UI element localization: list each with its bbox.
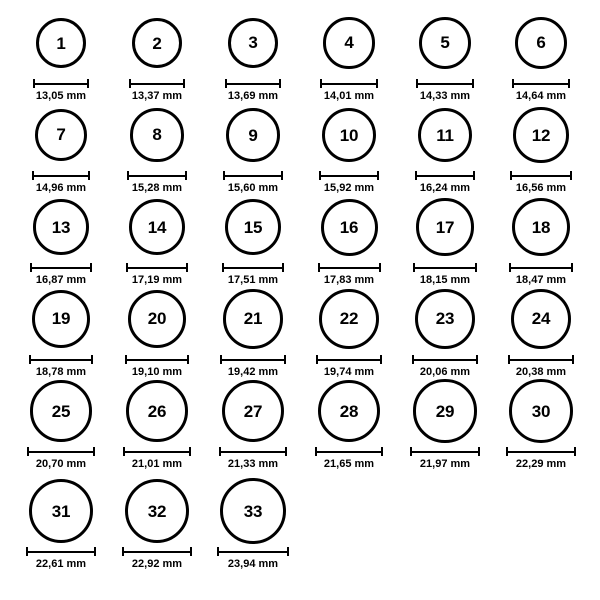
ring-size-number: 19 — [51, 309, 71, 329]
ring-circle — [511, 289, 572, 350]
diameter-measure-bar — [126, 263, 188, 272]
ring-circle-wrap — [509, 378, 573, 444]
ring-circle-wrap — [225, 194, 282, 260]
measure-tick-right — [183, 79, 185, 88]
ring-circle-wrap — [413, 378, 476, 444]
diameter-measure-bar — [217, 547, 289, 556]
measure-tick-right — [568, 79, 570, 88]
measure-line — [315, 451, 384, 453]
measure-tick-left — [412, 355, 414, 364]
measure-tick-left — [217, 547, 219, 556]
diameter-measure-bar — [410, 447, 479, 456]
measure-line — [415, 175, 476, 177]
measure-tick-right — [377, 171, 379, 180]
ring-size-cell — [302, 102, 396, 194]
diameter-label: 20,38 mm — [515, 366, 567, 378]
measure-tick-left — [225, 79, 227, 88]
ring-size-cell — [206, 378, 300, 470]
ring-circle — [418, 108, 473, 163]
ring-size-cell — [302, 378, 396, 470]
measure-tick-right — [475, 263, 477, 272]
ring-circle — [228, 18, 279, 69]
diameter-label: 19,42 mm — [227, 366, 279, 378]
measure-tick-right — [476, 355, 478, 364]
ring-size-cell — [398, 378, 492, 470]
measure-tick-right — [189, 447, 191, 456]
diameter-label: 18,78 mm — [35, 366, 87, 378]
ring-size-number: 12 — [531, 125, 551, 145]
ring-size-number: 29 — [435, 401, 455, 421]
ring-circle — [35, 109, 88, 162]
measure-tick-right — [93, 447, 95, 456]
ring-size-number: 7 — [56, 125, 66, 145]
measure-tick-left — [415, 171, 417, 180]
diameter-measure-bar — [512, 79, 570, 88]
diameter-label: 14,96 mm — [35, 182, 87, 194]
measure-tick-right — [379, 263, 381, 272]
measure-tick-right — [284, 355, 286, 364]
ring-size-number: 21 — [243, 309, 263, 329]
ring-circle-wrap — [513, 102, 568, 168]
diameter-label: 13,37 mm — [131, 90, 183, 102]
measure-tick-left — [33, 79, 35, 88]
measure-tick-left — [318, 263, 320, 272]
ring-circle — [125, 479, 190, 544]
ring-size-cell — [398, 194, 492, 286]
measure-tick-left — [26, 547, 28, 556]
ring-size-cell — [110, 478, 204, 570]
ring-circle-wrap — [223, 286, 282, 352]
ring-size-cell — [494, 286, 588, 378]
diameter-label: 14,64 mm — [515, 90, 567, 102]
ring-size-cell — [110, 194, 204, 286]
ring-size-number: 11 — [436, 125, 454, 145]
ring-circle — [512, 198, 570, 256]
measure-tick-right — [287, 547, 289, 556]
measure-line — [217, 551, 289, 553]
diameter-measure-bar — [129, 79, 186, 88]
ring-circle — [416, 198, 474, 256]
measure-tick-left — [320, 79, 322, 88]
diameter-label: 17,19 mm — [131, 274, 183, 286]
diameter-measure-bar — [27, 447, 94, 456]
measure-tick-left — [126, 263, 128, 272]
ring-circle — [413, 379, 476, 442]
ring-circle-wrap — [222, 378, 284, 444]
measure-line — [219, 451, 287, 453]
measure-tick-right — [87, 79, 89, 88]
ring-size-cell — [206, 478, 300, 570]
ring-size-number: 32 — [147, 501, 167, 521]
ring-size-number: 2 — [152, 33, 162, 53]
ring-size-cell — [398, 286, 492, 378]
diameter-measure-bar — [510, 171, 571, 180]
ring-size-number: 28 — [339, 401, 359, 421]
ring-size-number: 33 — [243, 501, 263, 521]
measure-tick-left — [123, 447, 125, 456]
ring-size-number: 22 — [339, 309, 359, 329]
diameter-label: 19,74 mm — [323, 366, 375, 378]
ring-size-cell — [14, 10, 108, 102]
measure-tick-left — [510, 171, 512, 180]
measure-tick-right — [185, 171, 187, 180]
diameter-label: 21,65 mm — [323, 458, 375, 470]
diameter-measure-bar — [319, 171, 379, 180]
ring-circle — [29, 479, 93, 543]
ring-size-cell — [494, 102, 588, 194]
diameter-measure-bar — [219, 447, 287, 456]
ring-size-number: 9 — [248, 125, 258, 145]
measure-tick-right — [282, 263, 284, 272]
ring-circle — [419, 17, 471, 69]
measure-line — [127, 175, 186, 177]
diameter-label: 21,33 mm — [227, 458, 279, 470]
ring-size-cell — [494, 10, 588, 102]
measure-line — [30, 267, 92, 269]
ring-circle — [509, 379, 573, 443]
ring-circle-wrap — [29, 478, 93, 544]
diameter-label: 22,92 mm — [131, 558, 183, 570]
measure-line — [29, 359, 93, 361]
diameter-label: 18,15 mm — [419, 274, 471, 286]
ring-circle — [323, 17, 374, 68]
ring-circle — [129, 199, 185, 255]
measure-tick-right — [570, 171, 572, 180]
ring-circle-wrap — [416, 194, 474, 260]
ring-size-cell — [206, 10, 300, 102]
measure-tick-left — [222, 263, 224, 272]
diameter-measure-bar — [506, 447, 576, 456]
ring-circle — [132, 18, 183, 69]
ring-size-cell — [494, 378, 588, 470]
ring-circle — [130, 108, 183, 161]
diameter-label: 16,56 mm — [515, 182, 567, 194]
ring-circle-wrap — [33, 194, 89, 260]
ring-size-cell — [206, 194, 300, 286]
ring-size-cell — [14, 378, 108, 470]
ring-size-cell — [110, 286, 204, 378]
measure-line — [510, 175, 571, 177]
ring-circle — [322, 108, 376, 162]
ring-size-number: 20 — [147, 309, 167, 329]
ring-size-number: 23 — [435, 309, 455, 329]
measure-line — [508, 359, 575, 361]
measure-tick-right — [281, 171, 283, 180]
ring-circle — [220, 478, 286, 544]
ring-size-number: 13 — [51, 217, 71, 237]
diameter-measure-bar — [413, 263, 477, 272]
diameter-label: 20,70 mm — [35, 458, 87, 470]
diameter-label: 15,60 mm — [227, 182, 279, 194]
diameter-measure-bar — [222, 263, 285, 272]
ring-circle-wrap — [511, 286, 572, 352]
diameter-measure-bar — [415, 171, 476, 180]
diameter-label: 21,01 mm — [131, 458, 183, 470]
measure-tick-right — [472, 79, 474, 88]
measure-line — [319, 175, 379, 177]
measure-line — [410, 451, 479, 453]
diameter-measure-bar — [33, 79, 89, 88]
diameter-label: 18,47 mm — [515, 274, 567, 286]
ring-circle-wrap — [418, 102, 473, 168]
ring-circle — [318, 380, 381, 443]
ring-circle-wrap — [512, 194, 570, 260]
measure-tick-right — [187, 355, 189, 364]
ring-circle-wrap — [226, 102, 280, 168]
ring-size-cell — [398, 10, 492, 102]
measure-tick-left — [32, 171, 34, 180]
measure-line — [126, 267, 188, 269]
ring-size-cell — [110, 378, 204, 470]
ring-circle-wrap — [419, 10, 471, 76]
diameter-label: 19,10 mm — [131, 366, 183, 378]
measure-tick-left — [508, 355, 510, 364]
ring-circle — [226, 108, 280, 162]
measure-line — [32, 175, 91, 177]
measure-tick-left — [315, 447, 317, 456]
ring-circle-wrap — [228, 10, 279, 76]
ring-size-cell — [302, 286, 396, 378]
ring-circle-wrap — [128, 286, 187, 352]
measure-tick-left — [512, 79, 514, 88]
ring-circle-wrap — [319, 286, 379, 352]
measure-tick-right — [279, 79, 281, 88]
measure-tick-right — [285, 447, 287, 456]
diameter-label: 15,92 mm — [323, 182, 375, 194]
diameter-label: 20,06 mm — [419, 366, 471, 378]
diameter-label: 22,61 mm — [35, 558, 87, 570]
ring-circle-wrap — [415, 286, 475, 352]
ring-circle — [128, 290, 187, 349]
ring-size-cell — [206, 286, 300, 378]
ring-size-cell — [14, 478, 108, 570]
measure-line — [316, 359, 382, 361]
ring-size-number: 15 — [243, 217, 263, 237]
measure-line — [122, 551, 193, 553]
ring-circle-wrap — [323, 10, 374, 76]
ring-size-number: 6 — [536, 33, 546, 53]
measure-line — [225, 83, 282, 85]
diameter-measure-bar — [29, 355, 93, 364]
ring-size-cell — [398, 102, 492, 194]
ring-size-cell — [110, 102, 204, 194]
diameter-label: 23,94 mm — [227, 558, 279, 570]
measure-tick-right — [94, 547, 96, 556]
diameter-label: 17,83 mm — [323, 274, 375, 286]
ring-circle — [32, 290, 90, 348]
measure-tick-left — [30, 263, 32, 272]
diameter-measure-bar — [127, 171, 186, 180]
ring-size-number: 14 — [147, 217, 167, 237]
ring-circle — [33, 199, 89, 255]
ring-size-number: 16 — [339, 217, 359, 237]
diameter-label: 16,87 mm — [35, 274, 87, 286]
measure-tick-right — [88, 171, 90, 180]
ring-size-cell — [302, 10, 396, 102]
measure-line — [220, 359, 285, 361]
diameter-measure-bar — [30, 263, 92, 272]
ring-size-number: 26 — [147, 401, 167, 421]
measure-tick-right — [190, 547, 192, 556]
ring-circle — [36, 18, 86, 68]
measure-line — [222, 267, 285, 269]
measure-tick-right — [478, 447, 480, 456]
ring-circle — [223, 289, 282, 348]
ring-size-number: 8 — [152, 125, 162, 145]
measure-tick-right — [571, 263, 573, 272]
ring-circle-wrap — [220, 478, 286, 544]
diameter-measure-bar — [125, 355, 190, 364]
measure-line — [129, 83, 186, 85]
diameter-measure-bar — [223, 171, 283, 180]
measure-tick-right — [90, 263, 92, 272]
diameter-label: 14,01 mm — [323, 90, 375, 102]
ring-size-number: 17 — [435, 217, 455, 237]
ring-circle-wrap — [125, 478, 190, 544]
diameter-measure-bar — [416, 79, 474, 88]
ring-size-number: 1 — [56, 33, 66, 53]
measure-line — [123, 451, 191, 453]
ring-circle-wrap — [30, 378, 91, 444]
measure-line — [412, 359, 478, 361]
measure-tick-left — [506, 447, 508, 456]
measure-tick-left — [29, 355, 31, 364]
ring-circle-wrap — [126, 378, 188, 444]
ring-size-number: 31 — [51, 501, 71, 521]
diameter-measure-bar — [26, 547, 96, 556]
measure-tick-right — [381, 447, 383, 456]
measure-tick-left — [27, 447, 29, 456]
measure-tick-right — [473, 171, 475, 180]
ring-size-number: 10 — [339, 125, 359, 145]
ring-circle-wrap — [35, 102, 88, 168]
ring-circle — [222, 380, 284, 442]
measure-tick-right — [574, 447, 576, 456]
diameter-label: 13,05 mm — [35, 90, 87, 102]
measure-tick-right — [91, 355, 93, 364]
measure-tick-left — [410, 447, 412, 456]
measure-tick-right — [376, 79, 378, 88]
measure-tick-left — [509, 263, 511, 272]
ring-circle-wrap — [322, 102, 376, 168]
ring-size-number: 4 — [344, 33, 354, 53]
measure-line — [125, 359, 190, 361]
diameter-label: 13,69 mm — [227, 90, 279, 102]
diameter-measure-bar — [32, 171, 91, 180]
measure-line — [223, 175, 283, 177]
diameter-measure-bar — [220, 355, 285, 364]
measure-line — [509, 267, 573, 269]
ring-circle-wrap — [321, 194, 378, 260]
diameter-measure-bar — [318, 263, 381, 272]
diameter-measure-bar — [316, 355, 382, 364]
ring-size-number: 3 — [248, 33, 258, 53]
ring-circle — [415, 289, 475, 349]
ring-size-cell — [302, 194, 396, 286]
ring-circle — [126, 380, 188, 442]
measure-line — [506, 451, 576, 453]
measure-tick-left — [416, 79, 418, 88]
diameter-label: 15,28 mm — [131, 182, 183, 194]
diameter-label: 21,97 mm — [419, 458, 471, 470]
measure-tick-left — [127, 171, 129, 180]
ring-size-number: 24 — [531, 309, 551, 329]
ring-size-cell — [494, 194, 588, 286]
measure-tick-left — [319, 171, 321, 180]
diameter-measure-bar — [508, 355, 575, 364]
measure-tick-left — [129, 79, 131, 88]
measure-line — [27, 451, 94, 453]
measure-tick-left — [122, 547, 124, 556]
measure-tick-left — [220, 355, 222, 364]
diameter-measure-bar — [122, 547, 193, 556]
ring-circle — [321, 199, 378, 256]
measure-line — [33, 83, 89, 85]
ring-size-number: 18 — [531, 217, 551, 237]
measure-tick-right — [186, 263, 188, 272]
ring-circle-wrap — [318, 378, 381, 444]
ring-size-number: 27 — [243, 401, 263, 421]
diameter-label: 14,33 mm — [419, 90, 471, 102]
measure-tick-left — [316, 355, 318, 364]
diameter-measure-bar — [225, 79, 282, 88]
diameter-measure-bar — [123, 447, 191, 456]
measure-tick-left — [125, 355, 127, 364]
ring-circle — [30, 380, 91, 441]
measure-tick-left — [223, 171, 225, 180]
ring-circle — [225, 199, 282, 256]
ring-circle-wrap — [130, 102, 183, 168]
ring-circle-wrap — [129, 194, 185, 260]
ring-size-cell — [206, 102, 300, 194]
ring-circle — [515, 17, 567, 69]
measure-line — [26, 551, 96, 553]
ring-circle — [319, 289, 379, 349]
diameter-measure-bar — [509, 263, 573, 272]
ring-circle-wrap — [32, 286, 90, 352]
diameter-measure-bar — [315, 447, 384, 456]
ring-size-number: 30 — [531, 401, 551, 421]
measure-line — [413, 267, 477, 269]
ring-circle — [513, 107, 568, 162]
diameter-label: 22,29 mm — [515, 458, 567, 470]
ring-size-number: 25 — [51, 401, 71, 421]
measure-line — [320, 83, 377, 85]
measure-line — [512, 83, 570, 85]
measure-tick-right — [380, 355, 382, 364]
ring-circle-wrap — [515, 10, 567, 76]
ring-size-cell — [14, 102, 108, 194]
measure-tick-left — [219, 447, 221, 456]
diameter-label: 17,51 mm — [227, 274, 279, 286]
ring-circle-wrap — [36, 10, 86, 76]
diameter-measure-bar — [412, 355, 478, 364]
diameter-label: 16,24 mm — [419, 182, 471, 194]
measure-tick-right — [572, 355, 574, 364]
measure-line — [318, 267, 381, 269]
ring-circle-wrap — [132, 10, 183, 76]
diameter-measure-bar — [320, 79, 377, 88]
ring-size-cell — [14, 194, 108, 286]
ring-size-number: 5 — [440, 33, 450, 53]
ring-size-cell — [110, 10, 204, 102]
measure-line — [416, 83, 474, 85]
measure-tick-left — [413, 263, 415, 272]
ring-size-cell — [14, 286, 108, 378]
